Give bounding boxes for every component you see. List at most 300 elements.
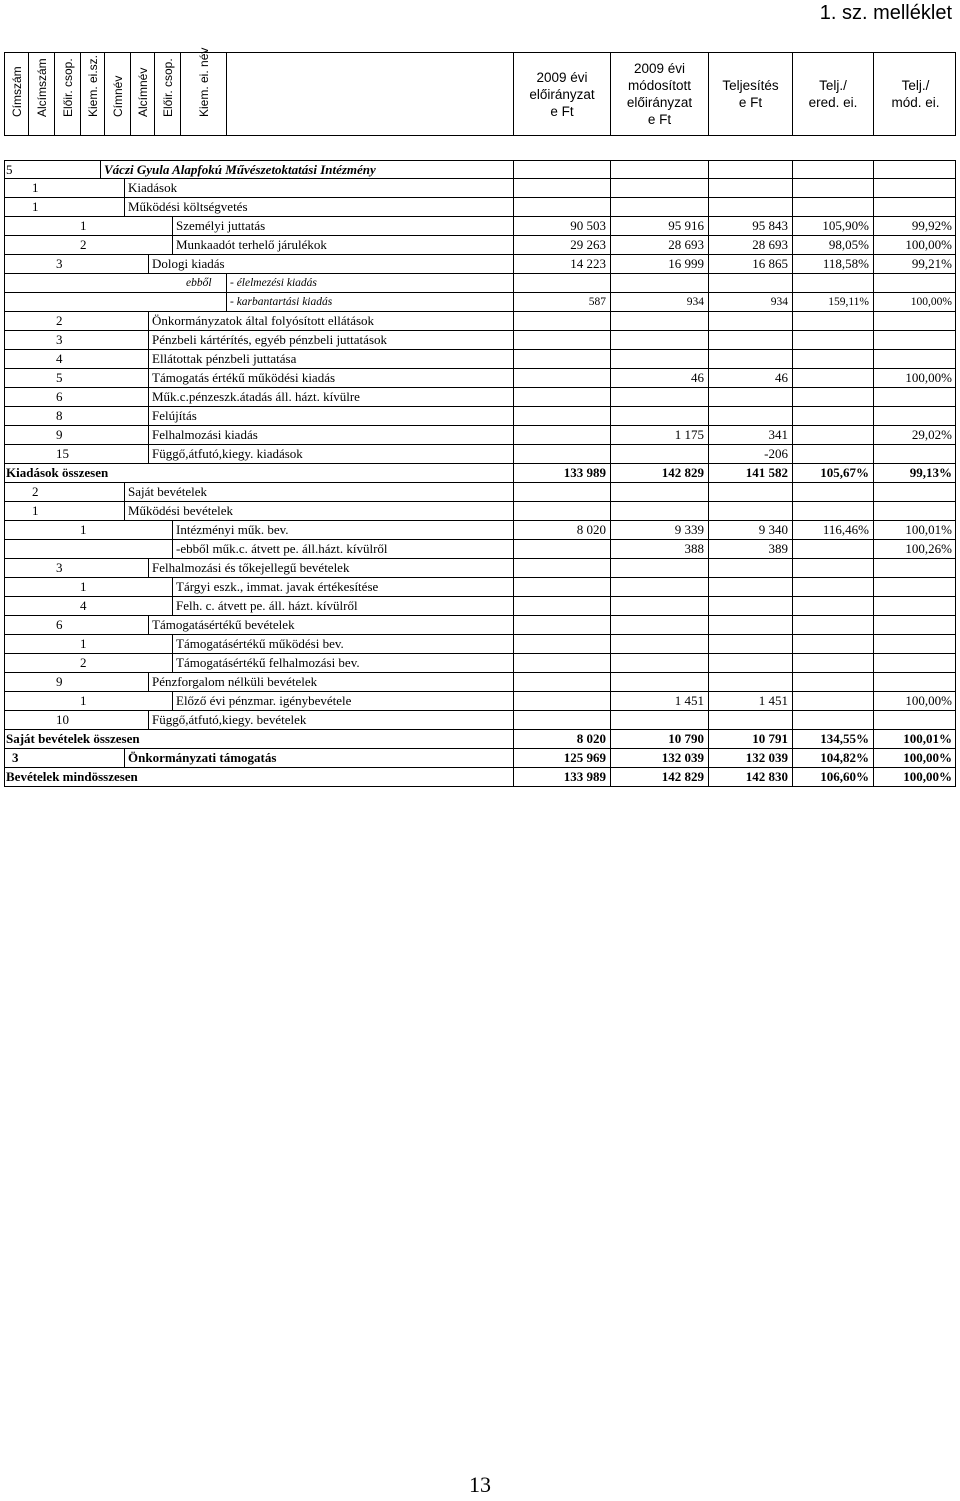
- column-divider: [955, 654, 956, 672]
- column-divider: [955, 161, 956, 178]
- table-row: [4, 540, 956, 559]
- column-divider: [513, 350, 514, 368]
- table-row: [4, 274, 956, 293]
- table-row: [4, 331, 956, 350]
- row-value: 99,92%: [911, 218, 952, 233]
- table-header: [4, 47, 956, 136]
- column-divider: [513, 635, 514, 653]
- column-divider: [513, 483, 514, 501]
- column-divider: [792, 350, 793, 368]
- row-code: 3: [12, 750, 19, 765]
- column-divider: [610, 597, 611, 615]
- row-value: 125 969: [563, 750, 606, 765]
- vertical-header-label: Kiem. ei. név: [196, 47, 211, 117]
- row-label: Saját bevételek: [128, 484, 208, 499]
- column-divider: [4, 388, 5, 406]
- row-value: 1 175: [674, 427, 704, 442]
- column-divider: [513, 540, 514, 558]
- column-divider: [955, 331, 956, 349]
- column-header-4: Telj./ mód. ei.: [891, 78, 940, 110]
- row-code: 1: [80, 218, 87, 233]
- row-divider: [124, 749, 125, 767]
- column-divider: [513, 369, 514, 387]
- row-value: 100,00%: [905, 370, 952, 385]
- page-number: 13: [469, 1472, 491, 1497]
- column-divider: [873, 711, 874, 729]
- column-divider: [873, 502, 874, 520]
- column-divider: [4, 749, 5, 767]
- row-code: 3: [56, 560, 63, 575]
- header-spacer: [227, 53, 514, 135]
- column-divider: [708, 388, 709, 406]
- row-code: 2: [80, 237, 87, 252]
- column-divider: [792, 597, 793, 615]
- row-label: Intézményi műk. bev.: [176, 522, 289, 537]
- column-divider: [610, 616, 611, 634]
- row-value: 100,01%: [903, 731, 952, 746]
- row-label: Támogatásértékű bevételek: [152, 617, 295, 632]
- row-code: ebből: [186, 277, 212, 289]
- column-divider: [4, 635, 5, 653]
- vertical-header-label: Kiem. ei.sz.: [85, 54, 100, 117]
- row-divider: [172, 578, 173, 596]
- column-divider: [873, 635, 874, 653]
- column-divider: [792, 426, 793, 444]
- vertical-header-4: [105, 53, 131, 135]
- column-divider: [4, 768, 5, 786]
- column-divider: [4, 407, 5, 425]
- row-value: 9 339: [674, 522, 704, 537]
- row-label: Támogatás értékű működési kiadás: [152, 370, 336, 385]
- vertical-header-5: [131, 53, 155, 135]
- row-value: 142 830: [745, 769, 788, 784]
- column-divider: [4, 540, 5, 558]
- row-code: 9: [56, 674, 63, 689]
- table-row: [4, 179, 956, 198]
- vertical-header-6: [155, 53, 181, 135]
- row-label: Függő,átfutó,kiegy. bevételek: [152, 712, 307, 727]
- column-divider: [610, 578, 611, 596]
- column-divider: [955, 692, 956, 710]
- column-divider: [4, 274, 5, 292]
- row-code: 15: [56, 446, 69, 461]
- row-label: Váczi Gyula Alapfokú Művészetoktatási Intézmény: [104, 162, 376, 177]
- column-divider: [4, 673, 5, 691]
- row-divider: [148, 369, 149, 387]
- column-divider: [4, 464, 5, 482]
- vertical-header-3: [81, 53, 105, 135]
- column-divider: [708, 483, 709, 501]
- row-label: Függő,átfutó,kiegy. kiadások: [152, 446, 303, 461]
- column-divider: [792, 540, 793, 558]
- row-value: 133 989: [563, 465, 606, 480]
- row-code: 5: [56, 370, 63, 385]
- row-value: 105,67%: [820, 465, 869, 480]
- row-value: 95 843: [752, 218, 788, 233]
- row-value: 29,02%: [911, 427, 952, 442]
- column-divider: [873, 654, 874, 672]
- table-row: [4, 445, 956, 464]
- column-divider: [610, 502, 611, 520]
- column-divider: [708, 635, 709, 653]
- column-divider: [513, 502, 514, 520]
- row-code: 8: [56, 408, 63, 423]
- column-divider: [610, 274, 611, 292]
- row-divider: [148, 711, 149, 729]
- table-row: [4, 483, 956, 502]
- row-value: 28 693: [752, 237, 788, 252]
- table-row: [4, 160, 956, 179]
- table-row: [4, 293, 956, 312]
- column-divider: [955, 445, 956, 463]
- column-divider: [708, 179, 709, 197]
- column-divider: [513, 692, 514, 710]
- row-code: 3: [56, 256, 63, 271]
- row-divider: [172, 521, 173, 539]
- column-divider: [4, 502, 5, 520]
- row-value: 100,00%: [903, 769, 952, 784]
- column-divider: [708, 274, 709, 292]
- row-divider: [148, 312, 149, 330]
- column-divider: [4, 236, 5, 254]
- column-divider: [610, 388, 611, 406]
- row-label: Előző évi pénzmar. igénybevétele: [176, 693, 352, 708]
- column-divider: [792, 502, 793, 520]
- table-row: [4, 464, 956, 483]
- column-divider: [792, 692, 793, 710]
- row-divider: [148, 559, 149, 577]
- column-divider: [955, 768, 956, 786]
- row-value: 106,60%: [820, 769, 869, 784]
- row-label: Pénzbeli kártérítés, egyéb pénzbeli juttatások: [152, 332, 387, 347]
- row-value: 116,46%: [822, 522, 869, 537]
- budget-table: [4, 160, 956, 787]
- column-divider: [955, 198, 956, 216]
- row-value: -206: [764, 446, 788, 461]
- row-divider: [172, 217, 173, 235]
- row-value: 90 503: [570, 218, 606, 233]
- row-value: 8 020: [576, 522, 606, 537]
- column-divider: [610, 198, 611, 216]
- row-value: 10 791: [752, 731, 788, 746]
- column-divider: [873, 616, 874, 634]
- column-divider: [955, 540, 956, 558]
- column-divider: [792, 388, 793, 406]
- row-value: 99,21%: [911, 256, 952, 271]
- column-divider: [513, 578, 514, 596]
- row-code: 3: [56, 332, 63, 347]
- row-label: Felújítás: [152, 408, 197, 423]
- vertical-header-label: Előir. csop.: [160, 58, 175, 117]
- row-label: Önkormányzatok által folyósított ellátások: [152, 313, 375, 328]
- column-divider: [4, 198, 5, 216]
- row-label: Támogatásértékű működési bev.: [176, 636, 344, 651]
- column-divider: [873, 673, 874, 691]
- column-divider: [792, 559, 793, 577]
- table-row: [4, 692, 956, 711]
- table-row: [4, 597, 956, 616]
- column-divider: [610, 673, 611, 691]
- table-row: [4, 217, 956, 236]
- column-divider: [873, 597, 874, 615]
- row-divider: [100, 161, 101, 178]
- column-divider: [873, 578, 874, 596]
- column-divider: [792, 161, 793, 178]
- table-row: [4, 730, 956, 749]
- column-divider: [513, 559, 514, 577]
- column-divider: [708, 673, 709, 691]
- row-value: 99,13%: [909, 465, 952, 480]
- table-row: [4, 388, 956, 407]
- row-value: 46: [775, 370, 788, 385]
- column-divider: [708, 502, 709, 520]
- column-divider: [513, 407, 514, 425]
- column-divider: [792, 711, 793, 729]
- row-label: Műk.c.pénzeszk.átadás áll. házt. kívülre: [152, 389, 360, 404]
- column-divider: [4, 369, 5, 387]
- column-divider: [513, 179, 514, 197]
- row-value: 100,26%: [905, 541, 952, 556]
- column-divider: [4, 483, 5, 501]
- vertical-header-1: [29, 53, 55, 135]
- column-divider: [955, 673, 956, 691]
- table-row: [4, 521, 956, 540]
- row-value: 934: [686, 296, 704, 308]
- row-value: 29 263: [570, 237, 606, 252]
- column-divider: [955, 217, 956, 235]
- column-divider: [792, 673, 793, 691]
- vertical-header-label: Címszám: [9, 66, 24, 117]
- vertical-header-label: Előir. csop.: [60, 58, 75, 117]
- row-value: 587: [588, 296, 606, 308]
- row-divider: [172, 540, 173, 558]
- column-divider: [955, 293, 956, 311]
- row-divider: [124, 198, 125, 216]
- row-divider: [124, 483, 125, 501]
- table-row: [4, 236, 956, 255]
- row-value: 132 039: [745, 750, 788, 765]
- column-divider: [4, 217, 5, 235]
- column-divider: [4, 521, 5, 539]
- row-divider: [148, 673, 149, 691]
- column-divider: [610, 407, 611, 425]
- row-code: 1: [80, 693, 87, 708]
- row-label: Munkaadót terhelő járulékok: [176, 237, 327, 252]
- column-divider: [873, 274, 874, 292]
- column-divider: [708, 559, 709, 577]
- column-divider: [873, 198, 874, 216]
- column-divider: [513, 654, 514, 672]
- row-code: 2: [56, 313, 63, 328]
- row-code: 2: [32, 484, 39, 499]
- column-divider: [708, 350, 709, 368]
- column-divider: [610, 350, 611, 368]
- row-divider: [148, 445, 149, 463]
- column-divider: [4, 445, 5, 463]
- row-value: 104,82%: [820, 750, 869, 765]
- column-divider: [4, 578, 5, 596]
- column-divider: [955, 635, 956, 653]
- column-divider: [610, 483, 611, 501]
- row-divider: [226, 293, 227, 311]
- row-value: 14 223: [570, 256, 606, 271]
- row-value: 141 582: [745, 465, 788, 480]
- vertical-header-label: Címnév: [110, 75, 125, 117]
- row-value: 388: [684, 541, 704, 556]
- column-divider: [513, 274, 514, 292]
- row-label: Tárgyi eszk., immat. javak értékesítése: [176, 579, 379, 594]
- column-divider: [708, 711, 709, 729]
- column-divider: [955, 426, 956, 444]
- column-divider: [708, 407, 709, 425]
- column-divider: [4, 597, 5, 615]
- column-divider: [873, 407, 874, 425]
- column-divider: [610, 161, 611, 178]
- row-value: 100,00%: [905, 693, 952, 708]
- row-code: 5: [6, 162, 13, 177]
- row-value: 9 340: [758, 522, 788, 537]
- column-divider: [708, 597, 709, 615]
- row-divider: [148, 255, 149, 273]
- row-label: Dologi kiadás: [152, 256, 225, 271]
- column-divider: [955, 350, 956, 368]
- column-divider: [955, 312, 956, 330]
- column-divider: [708, 312, 709, 330]
- column-header-2: Teljesítés e Ft: [709, 53, 793, 135]
- row-divider: [172, 654, 173, 672]
- row-code: 1: [80, 522, 87, 537]
- column-divider: [873, 388, 874, 406]
- table-row: [4, 559, 956, 578]
- column-divider: [4, 730, 5, 748]
- column-divider: [513, 616, 514, 634]
- column-divider: [513, 445, 514, 463]
- row-label: Pénzforgalom nélküli bevételek: [152, 674, 318, 689]
- column-divider: [955, 730, 956, 748]
- row-code: 2: [80, 655, 87, 670]
- column-divider: [708, 331, 709, 349]
- row-value: 159,11%: [828, 296, 869, 308]
- row-label: Felh. c. átvett pe. áll. házt. kívülről: [176, 598, 358, 613]
- column-divider: [955, 616, 956, 634]
- row-code: 4: [80, 598, 87, 613]
- row-value: 16 865: [752, 256, 788, 271]
- column-divider: [792, 369, 793, 387]
- row-code: 1: [80, 579, 87, 594]
- column-divider: [873, 161, 874, 178]
- row-value: 1 451: [674, 693, 704, 708]
- vertical-header-0: [5, 53, 29, 135]
- column-divider: [708, 616, 709, 634]
- column-divider: [513, 161, 514, 178]
- column-divider: [955, 179, 956, 197]
- column-divider: [610, 179, 611, 197]
- column-divider: [4, 331, 5, 349]
- column-divider: [873, 312, 874, 330]
- row-label: Felhalmozási kiadás: [152, 427, 258, 442]
- column-divider: [610, 312, 611, 330]
- row-value: 100,01%: [905, 522, 952, 537]
- row-value: 934: [770, 296, 788, 308]
- table-row: [4, 578, 956, 597]
- column-divider: [4, 692, 5, 710]
- row-value: 341: [768, 427, 788, 442]
- column-divider: [4, 350, 5, 368]
- row-label: Működési bevételek: [128, 503, 234, 518]
- column-divider: [513, 198, 514, 216]
- row-value: 100,00%: [903, 750, 952, 765]
- row-value: 100,00%: [910, 296, 952, 308]
- column-divider: [955, 559, 956, 577]
- table-row: [4, 255, 956, 274]
- table-row: [4, 616, 956, 635]
- row-divider: [172, 692, 173, 710]
- column-divider: [792, 445, 793, 463]
- row-code: 1: [32, 503, 39, 518]
- row-label: Támogatásértékű felhalmozási bev.: [176, 655, 360, 670]
- row-label: Saját bevételek összesen: [6, 731, 140, 746]
- column-divider: [4, 654, 5, 672]
- row-code: 6: [56, 617, 63, 632]
- row-divider: [148, 388, 149, 406]
- column-divider: [513, 597, 514, 615]
- row-value: 1 451: [758, 693, 788, 708]
- column-divider: [610, 654, 611, 672]
- vertical-header-label: Alcímnév: [135, 67, 150, 117]
- row-label: Kiadások összesen: [6, 465, 109, 480]
- column-divider: [792, 274, 793, 292]
- column-header-1: 2009 évi módosított előirányzat e Ft: [611, 53, 709, 135]
- table-row: [4, 369, 956, 388]
- row-value: 134,55%: [820, 731, 869, 746]
- row-value: 142 829: [661, 769, 704, 784]
- table-row: [4, 350, 956, 369]
- row-label: Önkormányzati támogatás: [128, 750, 277, 765]
- row-label: -ebből műk.c. átvett pe. áll.házt. kívülről: [176, 541, 388, 556]
- column-divider: [792, 578, 793, 596]
- row-code: 9: [56, 427, 63, 442]
- row-value: 46: [691, 370, 704, 385]
- column-divider: [873, 559, 874, 577]
- row-value: 28 693: [668, 237, 704, 252]
- column-divider: [4, 312, 5, 330]
- column-divider: [792, 654, 793, 672]
- column-header-0: 2009 évi előirányzat e Ft: [514, 53, 611, 135]
- table-row: [4, 673, 956, 692]
- row-code: 1: [80, 636, 87, 651]
- column-divider: [955, 255, 956, 273]
- column-divider: [955, 274, 956, 292]
- column-divider: [792, 616, 793, 634]
- row-code: 1: [32, 199, 39, 214]
- column-divider: [4, 161, 5, 178]
- column-divider: [873, 179, 874, 197]
- column-divider: [4, 255, 5, 273]
- row-value: 389: [768, 541, 788, 556]
- row-value: 98,05%: [828, 237, 869, 252]
- row-label: Bevételek mindösszesen: [6, 769, 138, 784]
- row-value: 118,58%: [822, 256, 869, 271]
- annex-title: 1. sz. melléklet: [819, 2, 952, 24]
- table-row: [4, 749, 956, 768]
- column-divider: [708, 654, 709, 672]
- column-divider: [708, 161, 709, 178]
- row-value: 100,00%: [905, 237, 952, 252]
- column-divider: [513, 331, 514, 349]
- vertical-header-7: [181, 47, 227, 135]
- column-divider: [955, 388, 956, 406]
- row-label: Személyi juttatás: [176, 218, 266, 233]
